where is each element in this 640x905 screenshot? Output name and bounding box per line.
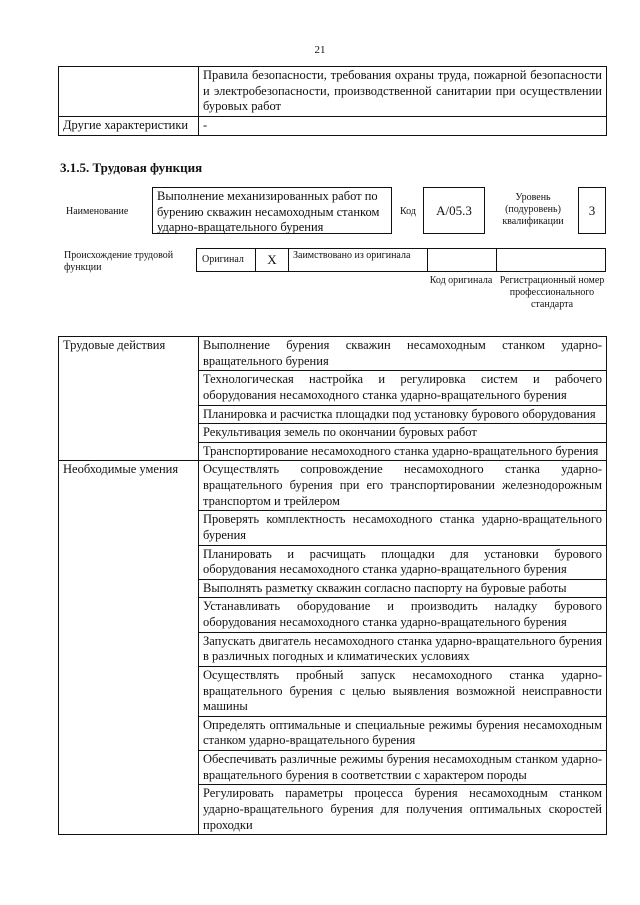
list-item: Выполнение бурения скважин несамоходным станком ударно-вращательного бурения xyxy=(199,337,607,371)
level-box: 3 xyxy=(578,187,606,234)
list-item: Транспортирование несамоходного станка ударно-вращательного бурения xyxy=(199,442,607,461)
table-row xyxy=(59,116,607,135)
name-label: Наименование xyxy=(66,206,129,217)
list-item: Рекультивация земель по окончании буровых работ xyxy=(199,424,607,443)
original-label: Оригинал xyxy=(202,254,244,265)
borrowed-cell: Заимствовано из оригинала xyxy=(288,248,428,272)
code-original-caption: Код оригинала xyxy=(429,275,493,286)
row-text: Правила безопасности, требования охраны труда, пожарной безопасности и электробезопасности, производственной санитарии при осуществлении буровых работ xyxy=(199,67,607,117)
original-mark-cell: X xyxy=(255,248,289,272)
table-row xyxy=(59,337,607,371)
section-title: 3.1.5. Трудовая функция xyxy=(60,160,203,175)
main-table xyxy=(58,336,607,835)
reg-number-cell xyxy=(496,248,606,272)
code-original-cell xyxy=(427,248,497,272)
row-label: Другие характеристики xyxy=(59,116,199,135)
list-item: Осуществлять пробный запуск несамоходного станка ударно-вращательного бурения с целью выявления возможной неисправности машины xyxy=(199,666,607,716)
list-item: Проверять комплектность несамоходного станка ударно-вращательного бурения xyxy=(199,511,607,545)
level-label: Уровень (подуровень) квалификации xyxy=(502,192,564,227)
list-item: Устанавливать оборудование и производить наладку бурового оборудования несамоходного станка ударно-вращательного бурения xyxy=(199,598,607,632)
origin-row xyxy=(196,248,606,272)
top-table xyxy=(58,66,607,136)
list-item: Запускать двигатель несамоходного станка ударно-вращательного бурения в различных погодных и климатических условиях xyxy=(199,632,607,666)
list-item: Планировать и расчищать площадки для установки бурового оборудования несамоходного станка ударно-вращательного бурения xyxy=(199,545,607,579)
table-row xyxy=(59,67,607,117)
table-row xyxy=(59,461,607,511)
list-item: Технологическая настройка и регулировка систем и рабочего оборудования несамоходного станка ударно-вращательного бурения xyxy=(199,371,607,405)
reg-number-caption: Регистрационный номер профессионального стандарта xyxy=(499,275,605,310)
row-text: - xyxy=(199,116,607,135)
function-code-box: А/05.3 xyxy=(423,187,485,234)
row-label xyxy=(59,67,199,117)
list-item: Определять оптимальные и специальные режимы бурения несамоходным станком ударно-вращательного бурения xyxy=(199,716,607,750)
list-item: Осуществлять сопровождение несамоходного станка ударно-вращательного бурения при его транспортировании железнодорожным транспортом и трейлером xyxy=(199,461,607,511)
origin-label: Происхождение трудовой функции xyxy=(64,250,174,273)
list-item: Планировка и расчистка площадки под установку бурового оборудования xyxy=(199,405,607,424)
labor-actions-label: Трудовые действия xyxy=(59,337,199,461)
page-number: 21 xyxy=(314,44,326,56)
function-name-box: Выполнение механизированных работ по бурению скважин несамоходным станком ударно-вращательного бурения xyxy=(152,187,392,234)
code-label: Код xyxy=(400,206,416,217)
skills-label: Необходимые умения xyxy=(59,461,199,835)
list-item: Регулировать параметры процесса бурения несамоходным станком ударно-вращательного бурения для получения оптимальных скоростей проходки xyxy=(199,785,607,835)
list-item: Обеспечивать различные режимы бурения несамоходным станком ударно-вращательного бурения в соответствии с характером породы xyxy=(199,751,607,785)
list-item: Выполнять разметку скважин согласно паспорту на буровые работы xyxy=(199,579,607,598)
original-cell xyxy=(196,248,256,272)
